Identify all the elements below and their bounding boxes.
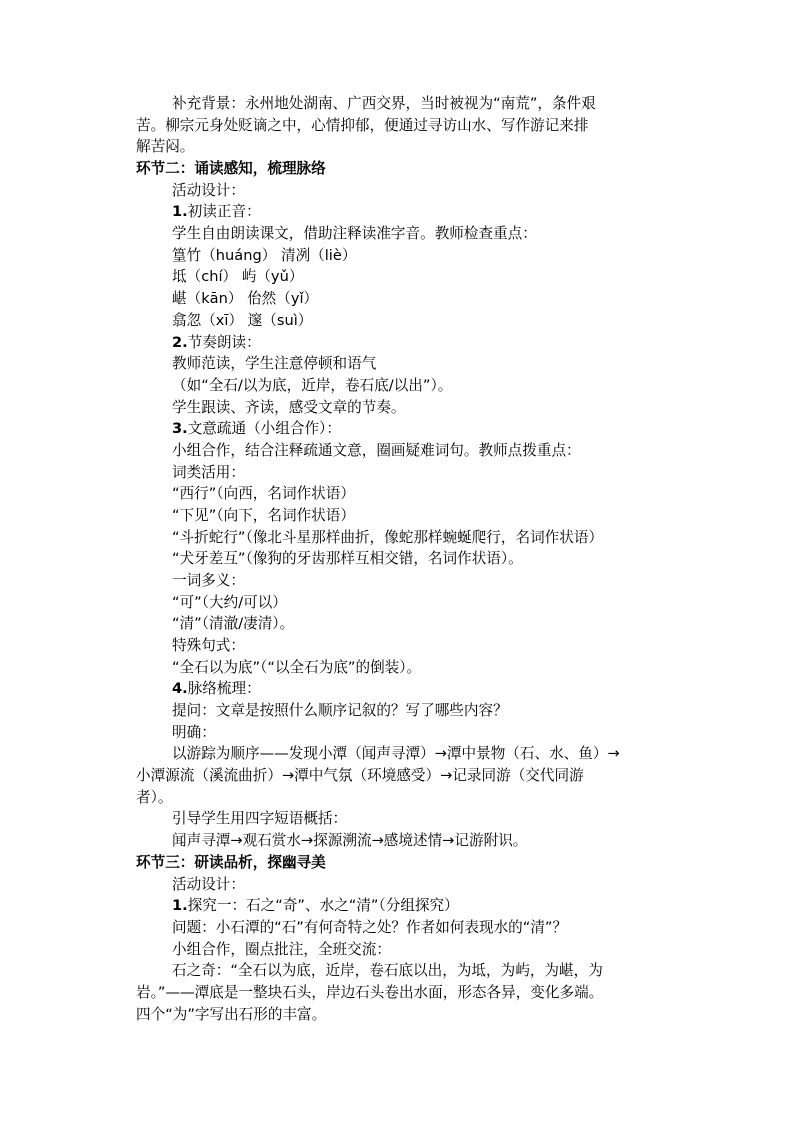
numbered-item	[172, 895, 459, 917]
item-number: 1.	[172, 203, 188, 221]
line-text: 石之奇：“全石以为底，近岸，卷石底以出，为坻，为屿，为嵁，为	[172, 962, 603, 980]
numbered-item	[172, 678, 261, 700]
text-line	[172, 462, 245, 484]
text-line	[172, 483, 355, 505]
line-text: “犬牙差互”（像狗的牙齿那样互相交错，名词作状语）。	[172, 550, 523, 568]
text-line	[172, 353, 376, 375]
section-heading	[136, 158, 326, 180]
text-line	[172, 743, 620, 765]
line-text: 学生自由朗读课文，借助注释读准字音。教师检查重点：	[172, 225, 537, 243]
line-text: 嵁（kān） 佁然（yǐ）	[172, 290, 319, 308]
line-text: 引导学生用四字短语概括：	[172, 810, 348, 828]
line-text: （如“全石/以为底，近岸，卷石底/以出”）。	[172, 376, 453, 394]
text-line	[136, 787, 172, 809]
text-line	[172, 570, 245, 592]
line-text: 特殊句式：	[172, 637, 245, 654]
line-text: 提问：文章是按照什么顺序记叙的？写了哪些内容？	[172, 702, 508, 719]
line-text: 闻声寻潭→观石赏水→探源溯流→感境述情→记游附识。	[172, 832, 528, 850]
text-line	[172, 93, 596, 115]
line-text: 四个“为”字写出石形的丰富。	[136, 1005, 327, 1023]
line-text: 节奏朗读：	[187, 333, 261, 351]
line-text: 词类活用：	[172, 463, 245, 481]
line-text: “全石以为底”（“以全石为底”的倒装）。	[172, 658, 422, 676]
text-line	[172, 223, 537, 245]
text-line	[172, 180, 245, 202]
line-text: 解苦闷。	[136, 138, 195, 156]
text-line	[172, 397, 406, 419]
text-line	[172, 505, 355, 527]
line-text: 探究一：石之“奇”、水之“清”（分组探究）	[187, 897, 459, 915]
line-text: 岩。”——潭底是一整块石头，岸边石头卷出水面，形态各异，变化多端。	[136, 983, 604, 1001]
text-line	[136, 136, 194, 158]
text-line	[172, 440, 581, 462]
line-text: “清”（清澈/凄清）。	[172, 615, 295, 633]
line-text: 文意疏通（小组合作）：	[187, 420, 341, 438]
text-line	[172, 548, 523, 570]
line-text: 环节二：诵读感知，梳理脉络	[136, 160, 326, 177]
line-text: 初读正音：	[187, 203, 261, 221]
line-text: “西行”（向西，名词作状语）	[172, 485, 355, 503]
text-line	[172, 613, 294, 635]
text-line	[172, 266, 303, 288]
text-line	[172, 245, 356, 267]
numbered-item	[172, 332, 261, 354]
text-line	[136, 115, 588, 137]
line-text: 问题：小石潭的“石”有何奇特之处？作者如何表现水的“清”？	[172, 918, 568, 936]
line-text: “斗折蛇行”（像北斗星那样曲折，像蛇那样蜿蜒爬行，名词作状语）	[172, 528, 604, 546]
line-text: 小潭源流（溪流曲折）→潭中气氛（环境感受）→记录同游（交代同游	[136, 767, 584, 785]
item-number: 4.	[172, 680, 188, 698]
numbered-item	[172, 418, 341, 440]
line-text: “可”（大约/可以）	[172, 593, 287, 611]
text-line	[172, 830, 527, 852]
line-text: 环节三：研读品析，探幽寻美	[136, 853, 326, 871]
section-heading	[136, 852, 326, 874]
line-text: 苦。柳宗元身处贬谪之中，心情抑郁，便通过寻访山水、写作游记来排	[136, 116, 589, 134]
line-text: “下见”（向下，名词作状语）	[172, 506, 355, 524]
item-number: 1.	[172, 897, 188, 915]
text-line	[172, 592, 287, 614]
text-line	[172, 960, 603, 982]
line-text: 学生跟读、齐读，感受文章的节奏。	[172, 398, 406, 416]
text-line	[172, 700, 508, 722]
text-line	[172, 808, 347, 830]
item-number: 3.	[172, 420, 188, 438]
text-line	[172, 375, 452, 397]
text-line	[172, 657, 421, 679]
line-text: 篁竹（huáng） 清冽（liè）	[172, 246, 357, 264]
text-line	[136, 1004, 326, 1026]
line-text: 翕忽（xī） 邃（suì）	[172, 311, 313, 329]
line-text: 明确：	[172, 723, 216, 741]
text-line	[172, 722, 216, 744]
line-text: 以游踪为顺序——发现小潭（闻声寻潭）→潭中景物（石、水、鱼）→	[172, 745, 620, 763]
line-text: 者）。	[136, 788, 173, 806]
text-line	[172, 527, 603, 549]
line-text: 小组合作，结合注释疏通文意，圈画疑难词句。教师点拨重点：	[172, 441, 581, 459]
line-text: 一词多义：	[172, 572, 245, 589]
text-line	[136, 765, 584, 787]
line-text: 活动设计：	[172, 875, 245, 893]
text-line	[172, 917, 567, 939]
text-line	[172, 288, 318, 310]
numbered-item	[172, 201, 261, 223]
line-text: 小组合作，圈点批注，全班交流：	[172, 940, 391, 958]
line-text: 脉络梳理：	[187, 680, 261, 698]
line-text: 活动设计：	[172, 181, 245, 199]
text-line	[172, 635, 245, 657]
line-text: 补充背景：永州地处湖南、广西交界，当时被视为“南荒”，条件艰	[172, 95, 596, 112]
text-line	[172, 939, 391, 961]
text-line	[172, 310, 312, 332]
line-text: 坻（chí） 屿（yǔ）	[172, 268, 304, 286]
text-line	[136, 982, 603, 1004]
item-number: 2.	[172, 333, 188, 351]
line-text: 教师范读，学生注意停顿和语气	[172, 355, 377, 373]
text-line	[172, 874, 245, 896]
